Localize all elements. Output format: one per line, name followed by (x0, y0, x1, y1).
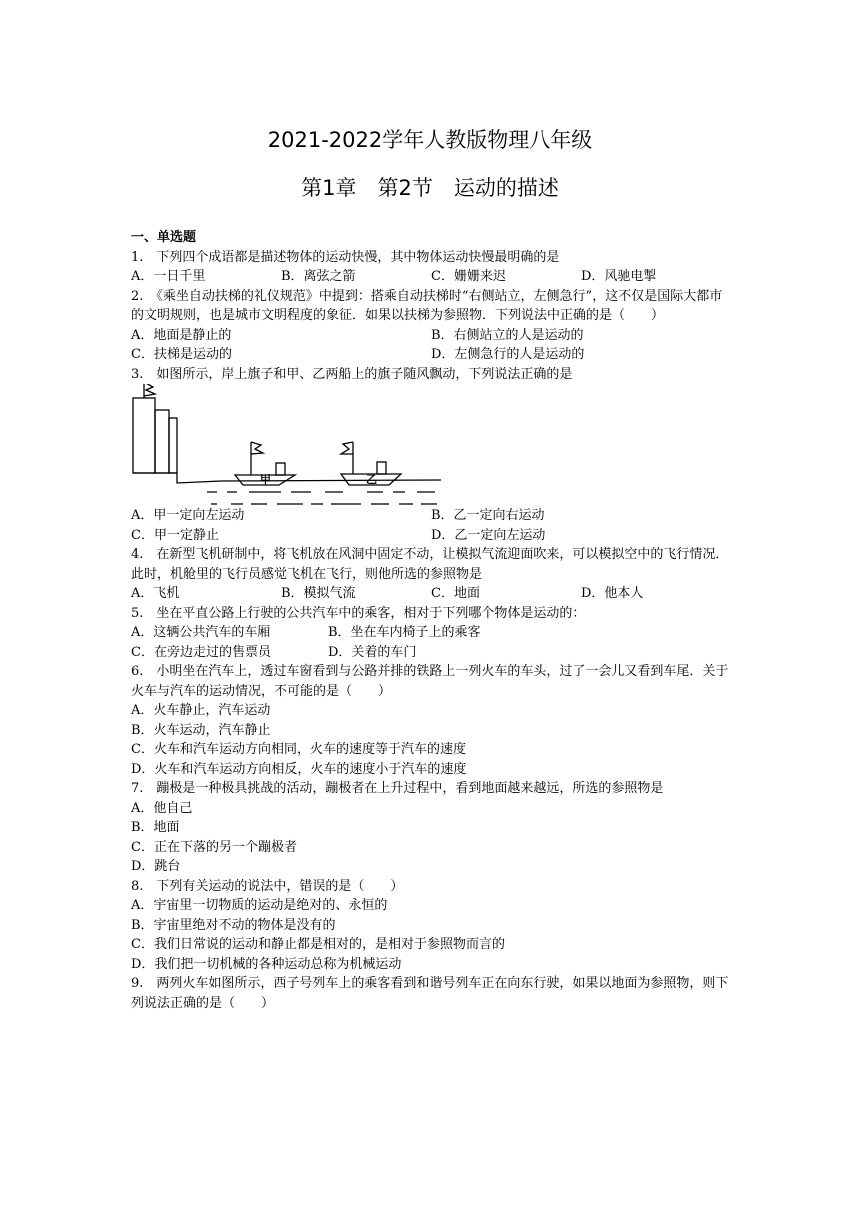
question-3-options-row2 (131, 526, 731, 546)
option-d[interactable]: D．乙一定向左运动 (431, 527, 546, 543)
question-list (131, 228, 731, 1013)
boat-b-label: 乙 (366, 473, 377, 486)
question-5-options-row2 (131, 643, 731, 663)
option-c[interactable]: C．我们日常说的运动和静止都是相对的，是相对于参照物而言的 (131, 937, 505, 952)
boats-figure (131, 384, 731, 506)
option-a[interactable]: A．他自己 (131, 800, 193, 816)
boat-a-flag (251, 442, 263, 454)
option-c[interactable]: C．扶梯是运动的 (131, 347, 232, 362)
question-2-stem: 2. 《乘坐自动扶梯的礼仪规范》中提到：搭乘自动扶梯时“右侧站立，左侧急行”，这不仅是国际大都市的文明规则，也是城市文明程度的象征．如果以扶梯为参照物．下列说法中正确的是（ ） (131, 288, 723, 323)
option-b[interactable]: B．右侧站立的人是运动的 (431, 327, 584, 343)
option-c[interactable]: C．火车和汽车运动方向相同，火车的速度等于汽车的速度 (131, 742, 466, 757)
option-b[interactable]: B．宇宙里绝对不动的物体是没有的 (131, 917, 336, 933)
question-6-stem: 6. 小明坐在汽车上，透过车窗看到与公路并排的铁路上一列火车的车头，过了一会儿又看到车尾．关于火车与汽车的运动情况，不可能的是（ ） (131, 664, 729, 699)
option-b[interactable]: B．地面 (131, 820, 180, 835)
option-b[interactable]: B．离弦之箭 (281, 269, 356, 284)
question-4-options (131, 584, 731, 604)
option-d[interactable]: D．他本人 (581, 586, 644, 601)
option-c[interactable]: C．正在下落的另一个蹦极者 (131, 839, 297, 855)
option-c[interactable]: C．地面 (431, 586, 480, 601)
question-2-options-row2 (131, 345, 731, 365)
boat-a-label: 甲 (260, 473, 271, 486)
option-b[interactable]: B．火车运动，汽车静止 (131, 722, 271, 738)
question-2-options-row1 (131, 326, 731, 346)
option-d[interactable]: D．我们把一切机械的各种运动总称为机械运动 (131, 956, 402, 972)
option-d[interactable]: D．左侧急行的人是运动的 (431, 347, 585, 362)
boats-diagram (131, 384, 451, 506)
boat-b-flag (341, 442, 353, 454)
option-d[interactable]: D．火车和汽车运动方向相反，火车的速度小于汽车的速度 (131, 761, 467, 777)
page-title: 2021-2022学年人教版物理八年级 (267, 128, 593, 152)
shore-building-mid (155, 410, 169, 473)
question-8-stem: 8. 下列有关运动的说法中，错误的是（ ） (131, 878, 404, 894)
option-b[interactable]: B．坐在车内椅子上的乘客 (328, 625, 481, 640)
question-5-options-row1 (131, 623, 731, 643)
option-d[interactable]: D．风驰电掣 (581, 269, 657, 284)
option-d[interactable]: D．关着的车门 (328, 644, 417, 660)
page-subtitle: 第1章 第2节 运动的描述 (301, 176, 559, 200)
option-a[interactable]: A．火车静止，汽车运动 (131, 703, 271, 718)
question-1-options (131, 267, 731, 287)
question-4-stem: 4. 在新型飞机研制中，将飞机放在风洞中固定不动，让模拟气流迎面吹来，可以模拟空中的飞行情况．此时，机舱里的飞行员感觉飞机在飞行，则他所选的参照物是 (131, 547, 729, 582)
shore-building-tall (133, 398, 155, 473)
shore-flag (144, 384, 155, 396)
shore-building-low (169, 418, 177, 473)
option-a[interactable]: A．甲一定向左运动 (131, 508, 245, 523)
option-a[interactable]: A．地面是静止的 (131, 327, 232, 343)
option-b[interactable]: B．模拟气流 (281, 586, 356, 601)
option-a[interactable]: A．一日千里 (131, 269, 206, 284)
option-c[interactable]: C．甲一定静止 (131, 527, 219, 543)
option-d[interactable]: D．跳台 (131, 859, 181, 874)
option-a[interactable]: A．飞机 (131, 586, 180, 601)
question-1-stem: 1. 下列四个成语都是描述物体的运动快慢，其中物体运动快慢最明确的是 (131, 249, 560, 265)
option-a[interactable]: A．宇宙里一切物质的运动是绝对的、永恒的 (131, 898, 388, 913)
question-3-options-row1 (131, 506, 731, 526)
question-5-stem: 5. 坐在平直公路上行驶的公共汽车中的乘客，相对于下列哪个物体是运动的： (131, 605, 586, 621)
option-b[interactable]: B．乙一定向右运动 (431, 508, 545, 523)
section-heading: 一、单选题 (131, 230, 197, 245)
question-3-stem: 3. 如图所示，岸上旗子和甲、乙两船上的旗子随风飘动，下列说法正确的是 (131, 366, 573, 382)
option-c[interactable]: C．姗姗来迟 (431, 269, 506, 284)
option-c[interactable]: C．在旁边走过的售票员 (131, 644, 271, 660)
option-a[interactable]: A．这辆公共汽车的车厢 (131, 625, 271, 640)
question-9-stem: 9. 两列火车如图所示，西子号列车上的乘客看到和谐号列车正在向东行驶，如果以地面为参照物，则下列说法正确的是（ ） (131, 976, 729, 1011)
question-7-stem: 7. 蹦极是一种极具挑战的活动，蹦极者在上升过程中，看到地面越来越远，所选的参照物是 (131, 781, 664, 796)
